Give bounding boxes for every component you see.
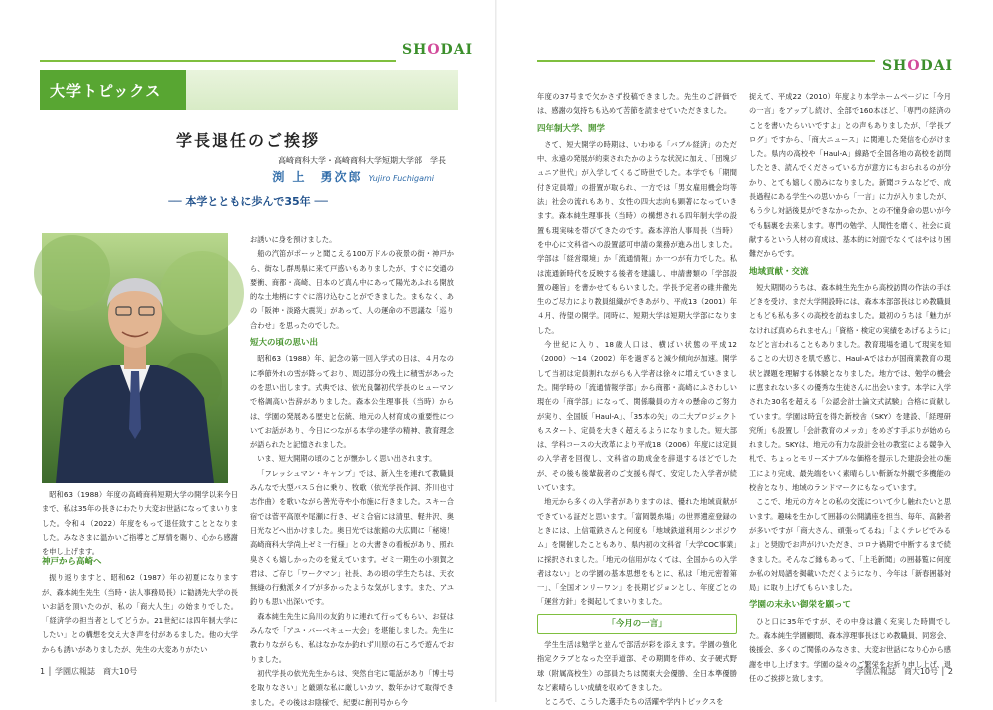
section-heading-community: 地域貢献・交流 xyxy=(749,266,809,277)
right-page xyxy=(497,0,993,707)
section-banner: 大学トピックス xyxy=(40,70,186,110)
intro-paragraph: 昭和63（1988）年度の高崎商科短期大学の開学以来今日まで、私は35年の長きにわたり大変お世話になってまいりました。令和４（2022）年度をもって退任致すこととなりました。みなさまに温かいご指導とご厚情を賜り、心から感謝を申し上げます。 xyxy=(42,490,238,557)
left-page xyxy=(0,0,496,707)
top-rule xyxy=(537,60,875,62)
left-footer: 1 │ 学園広報誌 商大10号 xyxy=(40,667,138,676)
section-heading-junior-college: 短大の頃の思い出 xyxy=(250,338,319,349)
right-column-2: 捉えて、平成22（2010）年度より本学ホームページに「今月の一言」をアップし続け、全部で160本ほど、「専門の経済のことを書いたらいいですよ」との声もありましたが、「学長ブログ」ですから、「商大ニュース」に関連した発信を心がけました。県内の高校や「Haul-A」線路で全国各地の高校を訪問したとき、読んでくださっている方が意方にもおられるのが分かり、とても嬉しく励みになりました。新聞コラムなどで、成長過程にある学生への思いから「一言」に力が入りましたが、もう少し対話後見ができなかったか、との不憧身命の思いが今でも脳裏を去来します。専門の勉学、人間性を磨く、社会に貢献するという人材の育成は、基本的に対面でなくてはやはり困難だからです。 地域貢献・交流 短大期間のうちは、森本純生先生から高校訪問の作法の手ほどきを受け、まだ大学開設時には、森本本部部長はじめ教職員ともども私も多くの高校を訪ねました。最初のうちは「魅力がなければ真められません」「資格・検定の実績をあげるように」などと言われることもありました。教育現場を通して現実を知ることの大切さを肌で感じ、Haul-Aではわが国商業教育の現状と課題を理解する体験となりました。地方では、勉学の機会に恵まれない多くの優秀な生徒さんに出会います。本学に入学された30名を超える「公認会計士論文式試験」合格に貢献しています。学園は時宜を得た新校舎（SKY）を建設、「経理研究所」も設置し「会計教育のメッカ」をめざす手ぶりが始められました。SKYは、地元の有力な設計会社の教室による競争入札で、ちょっとモリーズナブルな価格を提示した建設会社の施工により完成、最先端をいく素晴らしい斬新な外観で多機能の校舎となり、地域のランドマークにもなっています。 ここで、地元の方々との私の交流について少し触れたいと思います。趣味を生かして囲碁の公開講座を担当、毎年、高齢者が多いですが「商大さん、頑張ってるね」「よくテレビでみるよ」と奨励でお声がけいただき、コロナ禍期で中断するまで続きました。そんなご縁もあって、「上毛新聞」の囲碁覧に何度か私の対局譜を掲載いただくようになり、今年は「新春囲碁対局」に取り上げてもらいました。 学園の末永い御栄を願って ひと口に35年ですが、その中身は濃く充実した時間でした。森本純生学園顧問、森本淳理事長ほじめ教職員、同窓会、後援会、多くのご関係のみなさま、大変お世話になり心から感謝を申し上げます。学園の益々のご繁栄をお祈り申し上げ、退任のご挨拶と致します。 xyxy=(749,92,951,683)
section-heading-kobe: 神戸から高崎へ xyxy=(42,557,102,567)
shodai-logo: SHODAI xyxy=(882,58,954,74)
president-portrait-photo xyxy=(42,233,228,483)
left-column-2: お誘いに身を預けました。 船の汽笛がポーッと聞こえる100万ドルの夜景の街・神戸から、街なし群馬県に来て戸惑いもありましたが、すぐに交通の要衝、商都・高崎、日本のど真ん中にあって陽光あふれる開放的な土地柄にすぐに溶け込むことができました。まもなく、あの「阪神・淡路大震災」があって、人の運命の不思議な「巡り合わせ」を思ったのでした。 短大の頃の思い出 昭和63（1988）年、記念の第一回入学式の日は、４月なのに季節外れの雪が降っており、周辺部分の残土に積雪があったのを思い出します。式典では、依光良馨初代学長のヒューマンで格調高い告辞がありました。森本公生理事長（当時）からは、学園の発展ある歴史と伝統、地元の人材育成の重要性についてお話があり、今日につながる本学の建学の精神、教育理念が語られたと記憶されました。 いま、短大開期の頃のことが懐かしく思い出されます。 「フレッシュマン・キャンプ」では、新入生を連れて教職員みんなで大型バス５台に乗り、牧歌（依光学長作詞、芥川也寸志作曲）を歌いながら善光寺や小布施に行きました。スキー合宿では菅平高原や尾瀬に行き、ゼミ合宿には清里、軽井沢、奥日光などへ出かけました。奥日光では旅館の大広間に「秘境！高崎商科大学尚上ゼミ一行様」との大書きの看板があり、照れ臭さくも嬉しかったのを覚えています。ゼミ一期生の小須賀之君は、ご存じ「ワークマン」社長、あの頃の学生たちは、天衣無縫の行動派タイプが多かったような気がします。また、アユ釣りも思い出深いです。 森本純生先生に烏川の友釣りに連れて行ってもらい、お昼はみんなで「アユ・バーベキュー大会」を堪能しました。先生に教わりながらも、私はなかなか釣れず川原の石ころで遊んでおりました。 初代学長の依光先生からは、突然自宅に電話があり「博士号を取りなさい」と厳頭な私に厳しいカツ、数年かけて取得できました。その後はお陰様で、紀要に創刊号から今 xyxy=(250,235,454,707)
banner-gradient xyxy=(186,70,458,110)
top-rule xyxy=(40,60,396,62)
shodai-logo: SHODAI xyxy=(402,42,474,58)
portrait-illustration xyxy=(42,233,228,483)
author-affiliation: 高崎商科大学・高崎商科大学短期大学部 学長 xyxy=(278,156,446,165)
article-title: 学長退任のご挨拶 xyxy=(175,131,320,150)
author-name: 渕 上 勇次郎 Yujiro Fuchigami xyxy=(272,170,434,184)
left-column-1: 神戸から高崎へ 振り返りますと、昭和62（1987）年の初夏になりますが、森本純生先生（当時・法人事務局長）に勧誘先大学の長いお話を頂いたのが、私の「商大人生」の始まりでした。「経済学の担当者としてどうか。21世紀には四年制大学にしたい」との構想を交え大き声を付があるました。他の大学からも誘いがありましたが、先生の大変ありがたい xyxy=(42,557,238,654)
section-heading-monthly-word: 「今月の一言」 xyxy=(537,614,737,634)
author-romaji: Yujiro Fuchigami xyxy=(368,174,434,183)
right-footer: 学園広報誌 商大10号 │ 2 xyxy=(855,667,953,676)
section-heading-university: 四年制大学、開学 xyxy=(537,123,606,134)
section-heading-closing: 学園の末永い御栄を願って xyxy=(749,600,852,611)
right-column-1: 年度の37号まで欠かさず投稿できました。先生のご評価では、感謝の気持ちも込めて苦節を読ませていただきました。 四年制大学、開学 さて、短大開学の時期は、いわゆる「バブル経済」のただ中、永遠の発展が約束されたかのような状況に加え、「団塊ジュニア世代」が入学してくるご時世でした。本学でも「期間付き定員増」の措置が取られ、一方では「男女雇用機会均等法」社会の流れもあり、女性の四大志向も顕著になっていきます。森本純生理事長（当時）の構想される四年制大学の設置も現実味を帯びてきたのです。森本淳治人事局長（当時）を中心に文科省への設置認可申請の業務が進み出しました。学部は「経営環境」か「流通情報」か一つが有力でした。私は流通新時代を反映する後者を建議し、申請書類の「学部設置の趣旨」を書かせてもらいました。学長予定者の碓井徹先生のご尽力により教員組織ができあがり、平成13（2001）年４月、待望の開学。同時に、短期大学は短期大学部になりました。 今世紀に入り、18歳人口は、横ばい状態の平成12（2000）〜14（2002）年を過ぎると減少傾向が加速。開学して当初は定員割れながらも入学者は徐々に増えていきました。開学時の「流通情報学部」から商都・高崎にふさわしい現在の「商学部」になって、関係職員の方々の懸命のご努力が実り、全国版「Haul-A」、「35本の矢」の二大プロジェクトもスタート、定員を大きく超えるようになりました。短大部は、学科コースの大改革により平成18（2006）年度には定員の入学者を回復し、文科省の助成金を辞退するほどでしたが、その後も後輩裁者のご支援も得て、安定した入学者が続いています。 地元から多くの入学者がありますのは、優れた地域貢献ができている証だと思います。「富岡製糸場」の世界遺産登録のときには、上信電鉄さんと何度も「地域鉄道利用シンポジウム」を開催したこともあり、県内初の文科省「大学COC事業」に採択されました。「地元の信用がなくては、全国からの入学者はない」との学園の基本思想をもとに、私は「地元密着第一」、「全国オンリーワン」を長期ビジョンとし、年度ごとの「運営方針」を掲起してまいりました。 「今月の一言」 学生生活は勉学と並んで部活が彩を添えます。学園の強化指定クラブとなった空手道部、その期間を伴め、女子硬式野球（附属高校生）の部員たちは関東大会優勝、全日本準優勝など素晴らしい成績を収めてきました。 ところで、こうした選手たちの活躍や学内トピックスを xyxy=(537,92,737,707)
article-subtitle: ── 本学とともに歩んで35年 ── xyxy=(168,195,328,208)
